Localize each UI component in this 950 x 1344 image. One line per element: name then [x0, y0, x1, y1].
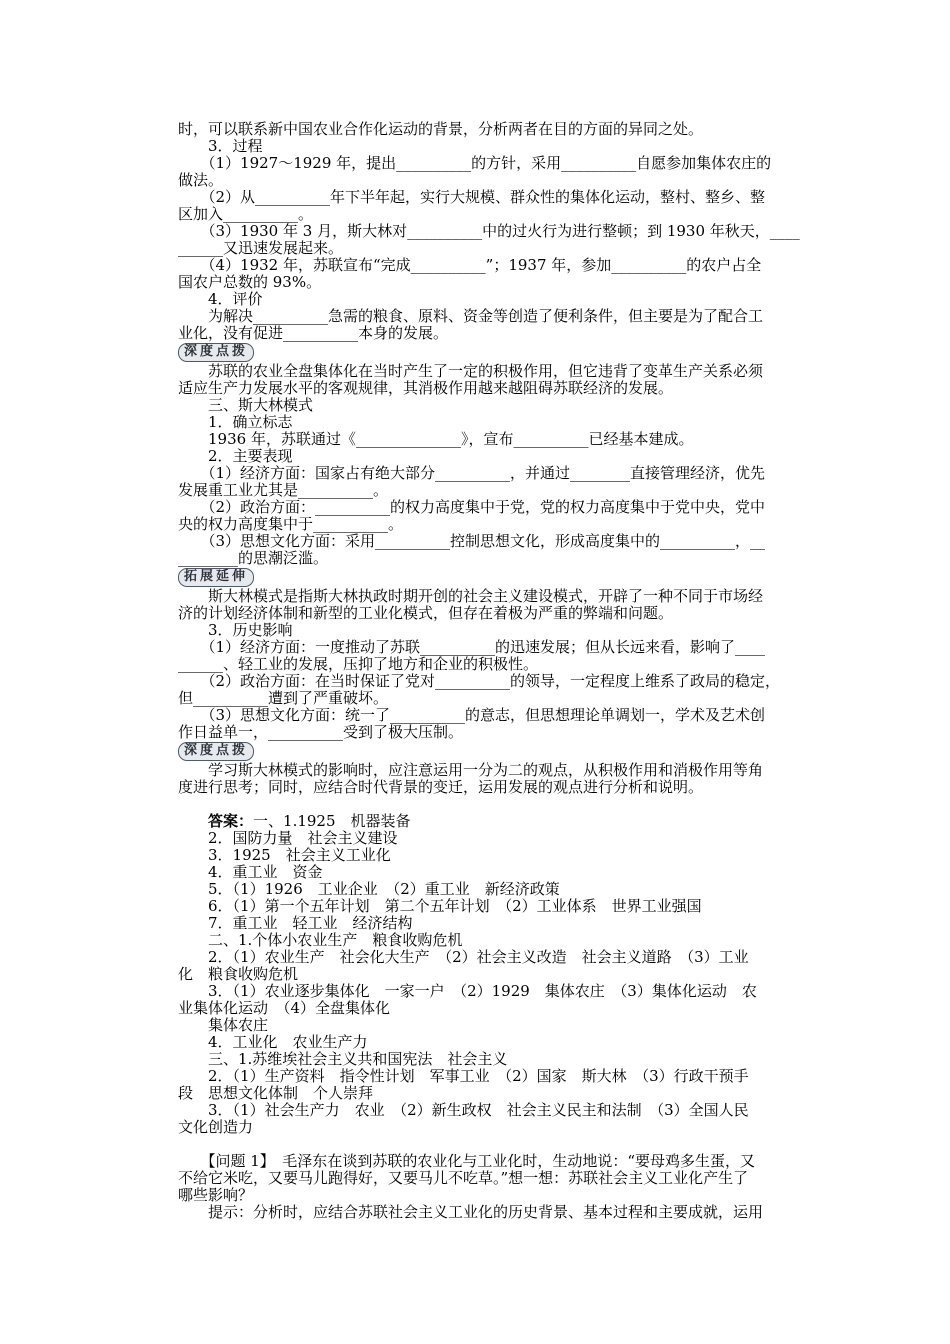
text-line: 学习斯大林模式的影响时，应注意运用一分为二的观点，从积极作用和消极作用等角 [178, 761, 764, 779]
text-line: 业化，没有促进__________本身的发展。 [178, 324, 449, 342]
badge-deep-tip-2: 深度点拨 [178, 742, 254, 761]
text-line: 区加入__________。 [178, 205, 314, 223]
block-stalin-model [178, 363, 808, 567]
text-line: 做法。 [178, 171, 224, 189]
answer-line: 业集体化运动 （4）全盘集体化 [178, 999, 391, 1017]
text-line: （3）1930 年 3 月，斯大林对__________中的过火行为进行整顿；到 1930 年秋天，____ [178, 222, 800, 240]
text-line: （2）政治方面：在当时保证了党对__________的领导，一定程度上维系了政局的稳定， [178, 672, 781, 690]
answers-label: 答案： [208, 812, 254, 830]
text-line: （3）思想文化方面：统一了__________的意志，但思想理论单调划一，学术及艺术创 [178, 706, 766, 724]
document-page [178, 121, 808, 1221]
text-line: 国农户总数的 93%。 [178, 273, 322, 291]
question-line: 【问题 1】 毛泽东在谈到苏联的农业化与工业化时，生动地说：“要母鸡多生蛋，又 [178, 1152, 755, 1170]
question-line: 不给它米吃，又要马儿跑得好，又要马儿不吃草。”想一想：苏联社会主义工业化产生了 [178, 1169, 749, 1187]
answer-line: 7．重工业 轻工业 经济结构 [178, 914, 413, 932]
text-line: （2）政治方面：__________的权力高度集中于党，党的权力高度集中于党中央，党中 [178, 498, 766, 516]
text-line: 3．历史影响 [178, 621, 293, 639]
question-line: 提示：分析时，应结合苏联社会主义工业化的历史背景、基本过程和主要成就，运用 [178, 1203, 764, 1221]
text-line: 4．评价 [178, 290, 263, 308]
text-line: 三、斯大林模式 [178, 396, 314, 414]
text-line: 济的计划经济体制和新型的工业化模式，但存在着极为严重的弊端和问题。 [178, 604, 674, 622]
text-line: 苏联的农业全盘集体化在当时产生了一定的积极作用，但它违背了变革生产关系必须 [178, 362, 764, 380]
text-line: 但__________遭到了严重破坏。 [178, 689, 389, 707]
text-line: 为解决__________急需的粮食、原料、资金等创造了便利条件，但主要是为了配合工 [178, 307, 764, 325]
answers-first: 一、1.1925 机器装备 [253, 812, 411, 830]
answer-line: 6．（1）第一个五年计划 第二个五年计划 （2）工业体系 世界工业强国 [178, 897, 702, 915]
answer-line: 4．重工业 资金 [178, 863, 323, 881]
badge-extension: 拓展延伸 [178, 568, 254, 587]
answer-line: 段 思想文化体制 个人崇拜 [178, 1084, 374, 1102]
question-line: 哪些影响？ [178, 1186, 254, 1204]
text-line: 时，可以联系新中国农业合作化运动的背景，分析两者在目的方面的异同之处。 [178, 120, 704, 138]
text-line: 发展重工业尤其是__________。 [178, 481, 389, 499]
answer-line: 文化创造力 [178, 1118, 254, 1136]
answer-line: 2．（1）农业生产 社会化大生产 （2）社会主义改造 社会主义道路 （3）工业 [178, 948, 749, 966]
text-line: 央的权力高度集中于__________。 [178, 515, 404, 533]
answer-line: 三、1.苏维埃社会主义共和国宪法 社会主义 [178, 1050, 508, 1068]
answer-line: 2．国防力量 社会主义建设 [178, 829, 398, 847]
answers-first-line [178, 813, 808, 830]
text-line: （4）1932 年，苏联宣布“完成__________”；1937 年，参加__________的农户占全 [178, 256, 762, 274]
badge-deep-tip: 深度点拨 [178, 343, 254, 362]
text-line: 1．确立标志 [178, 413, 293, 431]
answer-line: 化 粮食收购危机 [178, 965, 299, 983]
text-line: （1）经济方面：一度推动了苏联__________的迅速发展；但从长远来看，影响了____ [178, 638, 766, 656]
text-line: 度进行思考；同时，应结合时代背景的变迁，运用发展的观点进行分析和说明。 [178, 778, 704, 796]
block-study-tip [178, 762, 808, 796]
text-line: 3．过程 [178, 137, 263, 155]
text-line: （1）经济方面：国家占有绝大部分__________，并通过________直接管理经济，优先 [178, 464, 766, 482]
text-line: （1）1927～1929 年，提出__________的方针，采用__________自愿参加集体农庄的 [178, 154, 772, 172]
text-line: 斯大林模式是指斯大林执政时期开创的社会主义建设模式，开辟了一种不同于市场经 [178, 587, 764, 605]
text-line: 1936 年，苏联通过《______________》，宣布__________已经基本建成。 [178, 430, 694, 448]
answer-line: 5．（1）1926 工业企业 （2）重工业 新经济政策 [178, 880, 560, 898]
answer-line: 二、1.个体小农业生产 粮食收购危机 [178, 931, 463, 949]
text-line: 2．主要表现 [178, 447, 293, 465]
text-line: 适应生产力发展水平的客观规律，其消极作用越来越阻碍苏联经济的发展。 [178, 379, 674, 397]
text-line: ______、轻工业的发展，压抑了地方和企业的积极性。 [178, 655, 539, 673]
answer-line: 2．（1）生产资料 指令性计划 军事工业 （2）国家 斯大林 （3）行政干预手 [178, 1067, 749, 1085]
answer-line: 3．1925 社会主义工业化 [178, 846, 391, 864]
text-line: ______又迅速发展起来。 [178, 239, 344, 257]
text-line: ________的思潮泛滥。 [178, 549, 329, 567]
text-line: （3）思想文化方面：采用__________控制思想文化，形成高度集中的__________，__ [178, 532, 766, 550]
block-process-evaluation [178, 121, 808, 342]
answer-line: 4．工业化 农业生产力 [178, 1033, 368, 1051]
question-section [178, 1153, 808, 1221]
block-historical-impact [178, 588, 808, 741]
answer-line: 集体农庄 [178, 1016, 269, 1034]
answer-line: 3．（1）农业逐步集体化 一家一户 （2）1929 集体农庄 （3）集体化运动 农 [178, 982, 757, 1000]
text-line: 作日益单一，__________受到了极大压制。 [178, 723, 464, 741]
answer-line: 3．（1）社会生产力 农业 （2）新生政权 社会主义民主和法制 （3）全国人民 [178, 1101, 749, 1119]
answers-section [178, 813, 808, 1136]
text-line: （2）从__________年下半年起，实行大规模、群众性的集体化运动，整村、整乡、整 [178, 188, 766, 206]
